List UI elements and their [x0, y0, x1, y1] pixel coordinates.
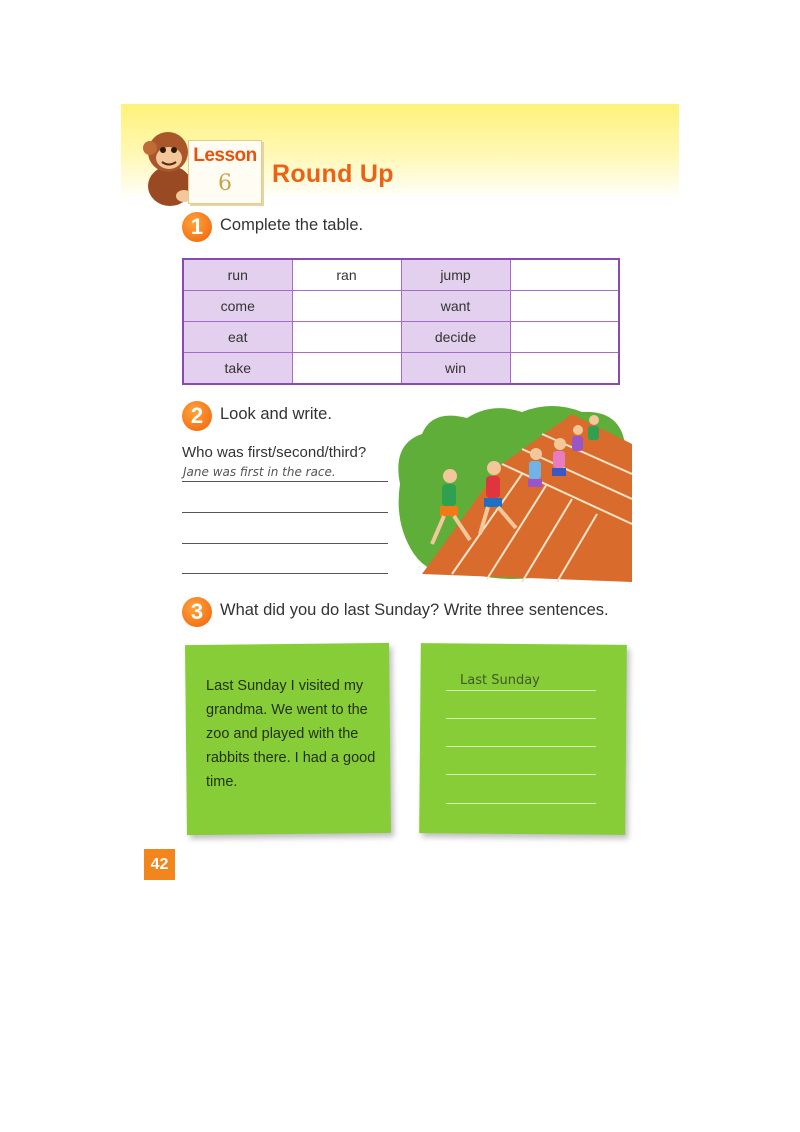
past-tense-answer[interactable]: [292, 322, 401, 353]
table-row: [183, 291, 619, 322]
past-tense-answer[interactable]: [510, 259, 619, 291]
base-verb: decide: [401, 322, 510, 353]
runner-icon: [572, 425, 583, 451]
writing-starter: Last Sunday: [460, 673, 540, 688]
page-title: Round Up: [272, 160, 394, 188]
writing-line[interactable]: [182, 573, 388, 574]
section-2-instruction: Look and write.: [220, 405, 332, 423]
past-tense-answer[interactable]: [510, 353, 619, 385]
note-writing-line[interactable]: [446, 746, 596, 747]
runner-icon: [552, 438, 566, 476]
base-verb: take: [183, 353, 292, 385]
table-row: [183, 259, 619, 291]
section-2-badge: 2: [182, 401, 212, 431]
race-question: Who was first/second/third?: [182, 444, 367, 461]
runner-icon: [588, 415, 599, 440]
writing-line[interactable]: [182, 543, 388, 544]
base-verb: want: [401, 291, 510, 322]
lesson-number: 6: [218, 171, 232, 196]
writing-line: [182, 481, 388, 482]
race-illustration: [392, 404, 632, 582]
example-answer: Jane was first in the race.: [183, 465, 336, 479]
table-row: [183, 322, 619, 353]
runner-icon: [528, 448, 542, 487]
past-tense-answer[interactable]: [292, 291, 401, 322]
sample-paragraph: Last Sunday I visited my grandma. We went to the zoo and played with the rabbits there. I had a good time.: [206, 678, 376, 790]
page-number: 42: [144, 849, 175, 880]
note-writing-line[interactable]: [446, 803, 596, 804]
lesson-label: Lesson: [193, 145, 257, 166]
section-1-badge: 1: [182, 212, 212, 242]
note-writing-line: [446, 690, 596, 691]
lesson-sign: [188, 140, 262, 204]
base-verb: come: [183, 291, 292, 322]
writing-note-card: [419, 643, 627, 835]
section-3-badge: 3: [182, 597, 212, 627]
table-row: [183, 353, 619, 385]
past-tense-answer[interactable]: [292, 353, 401, 385]
section-3-instruction: What did you do last Sunday? Write three sentences.: [220, 601, 609, 619]
base-verb: jump: [401, 259, 510, 291]
base-verb: win: [401, 353, 510, 385]
base-verb: eat: [183, 322, 292, 353]
writing-line[interactable]: [182, 512, 388, 513]
base-verb: run: [183, 259, 292, 291]
past-tense-answer[interactable]: ran: [292, 259, 401, 291]
note-writing-line[interactable]: [446, 774, 596, 775]
section-1-instruction: Complete the table.: [220, 216, 364, 234]
note-writing-line[interactable]: [446, 718, 596, 719]
verb-table: [182, 258, 620, 385]
past-tense-answer[interactable]: [510, 322, 619, 353]
past-tense-answer[interactable]: [510, 291, 619, 322]
